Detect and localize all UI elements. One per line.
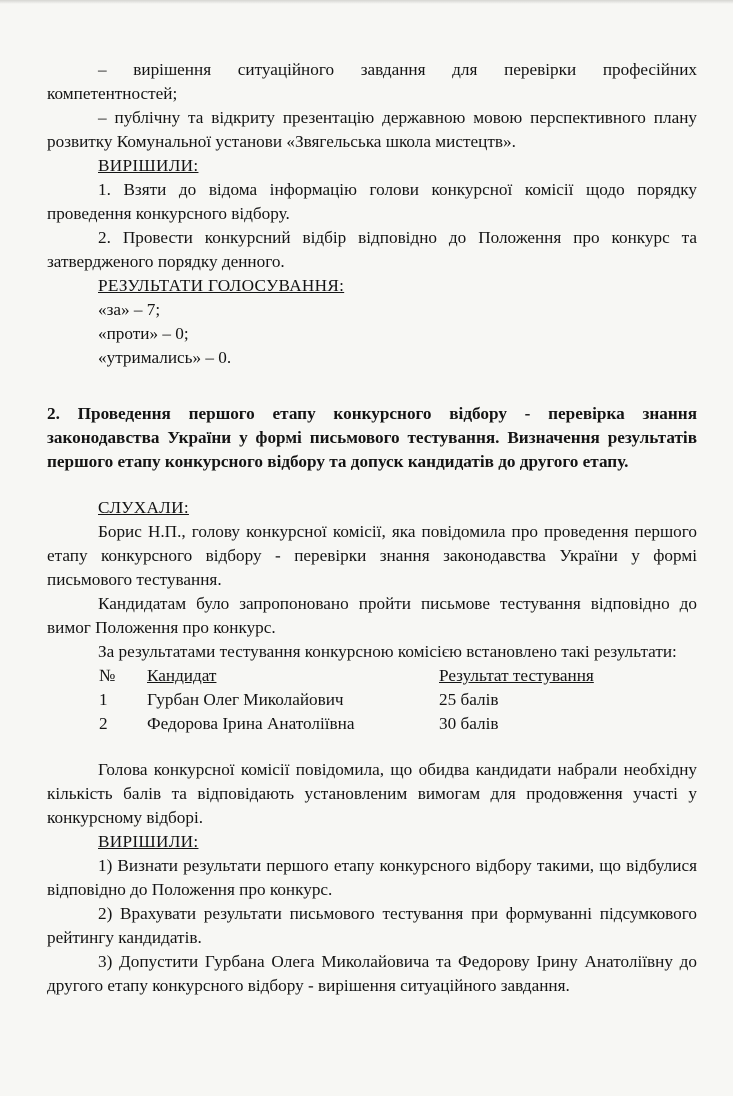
heard-paragraph-2: Кандидатам було запропоновано пройти письмове тестування відповідно до вимог Положення про конкурс. bbox=[47, 594, 697, 637]
decision-2-item: 2) Врахувати результати письмового тестування при формуванні підсумкового рейтингу кандидатів. bbox=[47, 904, 697, 947]
candidate-name: Гурбан Олег Миколайович bbox=[147, 690, 344, 709]
closing-paragraph: Голова конкурсної комісії повідомила, що обидва кандидати набрали необхідну кількість балів та відповідають установленим вимогам для продовження участі у конкурсному відборі. bbox=[47, 760, 697, 827]
table-row bbox=[99, 712, 697, 736]
decision-2-item: 1) Визнати результати першого етапу конкурсного відбору такими, що відбулися відповідно до Положення про конкурс. bbox=[47, 856, 697, 899]
decision-1-item: 1. Взяти до відома інформацію голови конкурсної комісії щодо порядку проведення конкурсного відбору. bbox=[47, 180, 697, 223]
row-number: 2 bbox=[99, 714, 108, 733]
section-2-title: 2. Проведення першого етапу конкурсного відбору - перевірка знання законодавства України у формі письмового тестування. Визначення результатів першого етапу конкурсного відбору та допуск кандидатів до другого етапу. bbox=[47, 404, 697, 471]
col-result-header: Результат тестування bbox=[439, 666, 594, 685]
document-body bbox=[47, 58, 697, 998]
decision-2-item: 3) Допустити Гурбана Олега Миколайовича та Федорову Ірину Анатоліївну до другого етапу конкурсного відбору - вирішення ситуаційного завдання. bbox=[47, 952, 697, 995]
scan-edge bbox=[0, 0, 733, 4]
heard-heading: СЛУХАЛИ: bbox=[98, 498, 189, 517]
decision-1-item: 2. Провести конкурсний відбір відповідно до Положення про конкурс та затвердженого порядку денного. bbox=[47, 228, 697, 271]
vote-against: «проти» – 0; bbox=[98, 324, 189, 343]
candidate-name: Федорова Ірина Анатоліївна bbox=[147, 714, 355, 733]
test-score: 30 балів bbox=[439, 714, 499, 733]
test-score: 25 балів bbox=[439, 690, 499, 709]
row-number: 1 bbox=[99, 690, 108, 709]
decided-heading-2: ВИРІШИЛИ: bbox=[98, 832, 199, 851]
heard-paragraph-3: За результатами тестування конкурсною комісією встановлено такі результати: bbox=[98, 642, 677, 661]
results-table bbox=[47, 664, 697, 736]
col-number-header: № bbox=[99, 666, 116, 685]
vote-abstained: «утримались» – 0. bbox=[98, 348, 232, 367]
col-candidate-header: Кандидат bbox=[147, 666, 217, 685]
table-row bbox=[99, 688, 697, 712]
agenda-item-presentation: – публічну та відкриту презентацію державною мовою перспективного плану розвитку Комунальної установи «Звягельська школа мистецтв». bbox=[47, 108, 697, 151]
heard-paragraph-1: Борис Н.П., голову конкурсної комісії, яка повідомила про проведення першого етапу конкурсного відбору - перевірки знання законодавства України у формі письмового тестування. bbox=[47, 522, 697, 589]
vote-for: «за» – 7; bbox=[98, 300, 161, 319]
decided-heading-1: ВИРІШИЛИ: bbox=[98, 156, 199, 175]
vote-results-heading: РЕЗУЛЬТАТИ ГОЛОСУВАННЯ: bbox=[98, 276, 345, 295]
results-table-header bbox=[99, 664, 697, 688]
agenda-item-situational-task: – вирішення ситуаційного завдання для перевірки професійних компетентностей; bbox=[47, 60, 697, 103]
